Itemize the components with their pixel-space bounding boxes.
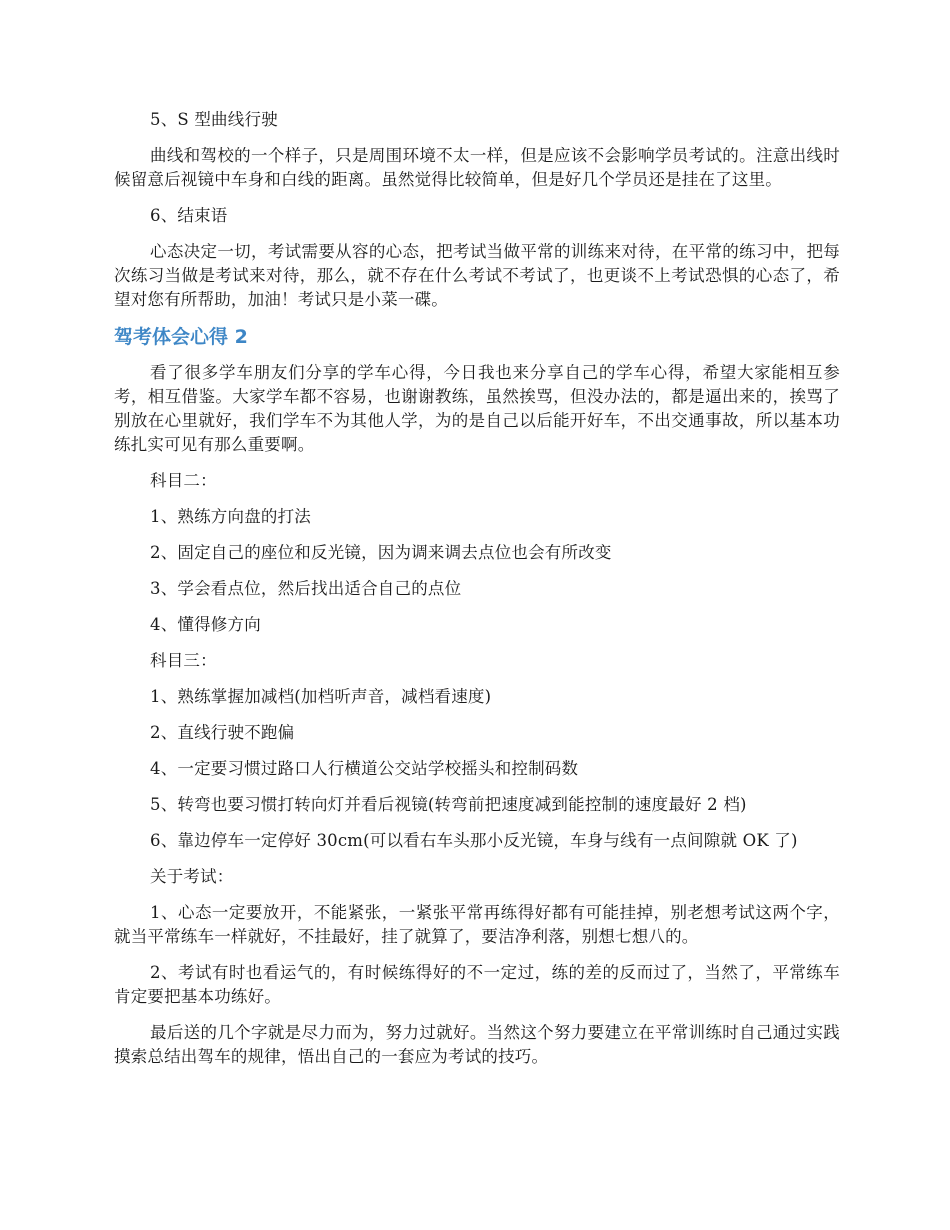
intro-paragraph: 看了很多学车朋友们分享的学车心得，今日我也来分享自己的学车心得，希望大家能相互参考，相互借鉴。大家学车都不容易，也谢谢教练，虽然挨骂，但没办法的，都是逼出来的，挨骂了别放在心里就好，我们学车不为其他人学，为的是自己以后能开好车，不出交通事故，所以基本功练扎实可见有那么重要啊。 [114, 363, 840, 454]
document-page [114, 108, 840, 1081]
section-heading: 驾考体会心得 2 [114, 326, 248, 348]
subject-2-item: 2、固定自己的座位和反光镜，因为调来调去点位也会有所改变 [150, 543, 612, 562]
item-5-body: 曲线和驾校的一个样子，只是周围环境不太一样，但是应该不会影响学员考试的。注意出线时候留意后视镜中车身和白线的距离。虽然觉得比较简单，但是好几个学员还是挂在了这里。 [114, 146, 840, 189]
subject-2-item: 4、懂得修方向 [150, 615, 261, 634]
subject-3-title: 科目三： [150, 651, 217, 670]
item-6-title: 6、结束语 [150, 206, 228, 225]
exam-item: 1、心态一定要放开，不能紧张，一紧张平常再练得好都有可能挂掉，别老想考试这两个字，就当平常练车一样就好，不挂最好，挂了就算了，要洁净利落，别想七想八的。 [114, 903, 840, 946]
item-5-title: 5、S 型曲线行驶 [150, 110, 278, 129]
exam-title: 关于考试： [150, 867, 234, 886]
item-6-body: 心态决定一切，考试需要从容的心态，把考试当做平常的训练来对待，在平常的练习中，把每次练习当做是考试来对待，那么，就不存在什么考试不考试了，也更谈不上考试恐惧的心态了，希望对您有所帮助，加油！考试只是小菜一碟。 [114, 242, 840, 309]
subject-2-title: 科目二： [150, 471, 217, 490]
closing-paragraph: 最后送的几个字就是尽力而为，努力过就好。当然这个努力要建立在平常训练时自己通过实践摸索总结出驾车的规律，悟出自己的一套应为考试的技巧。 [114, 1023, 840, 1066]
exam-item: 2、考试有时也看运气的，有时候练得好的不一定过，练的差的反而过了，当然了，平常练车肯定要把基本功练好。 [114, 963, 840, 1006]
subject-2-item: 1、熟练方向盘的打法 [150, 507, 311, 526]
subject-3-item: 6、靠边停车一定停好 30cm(可以看右车头那小反光镜，车身与线有一点间隙就 OK 了) [150, 831, 798, 850]
subject-3-item: 4、一定要习惯过路口人行横道公交站学校摇头和控制码数 [150, 759, 579, 778]
subject-3-item: 2、直线行驶不跑偏 [150, 723, 295, 742]
subject-3-item: 5、转弯也要习惯打转向灯并看后视镜(转弯前把速度减到能控制的速度最好 2 档) [150, 795, 747, 814]
subject-3-item: 1、熟练掌握加减档(加档听声音，减档看速度) [150, 687, 492, 706]
subject-2-item: 3、学会看点位，然后找出适合自己的点位 [150, 579, 462, 598]
